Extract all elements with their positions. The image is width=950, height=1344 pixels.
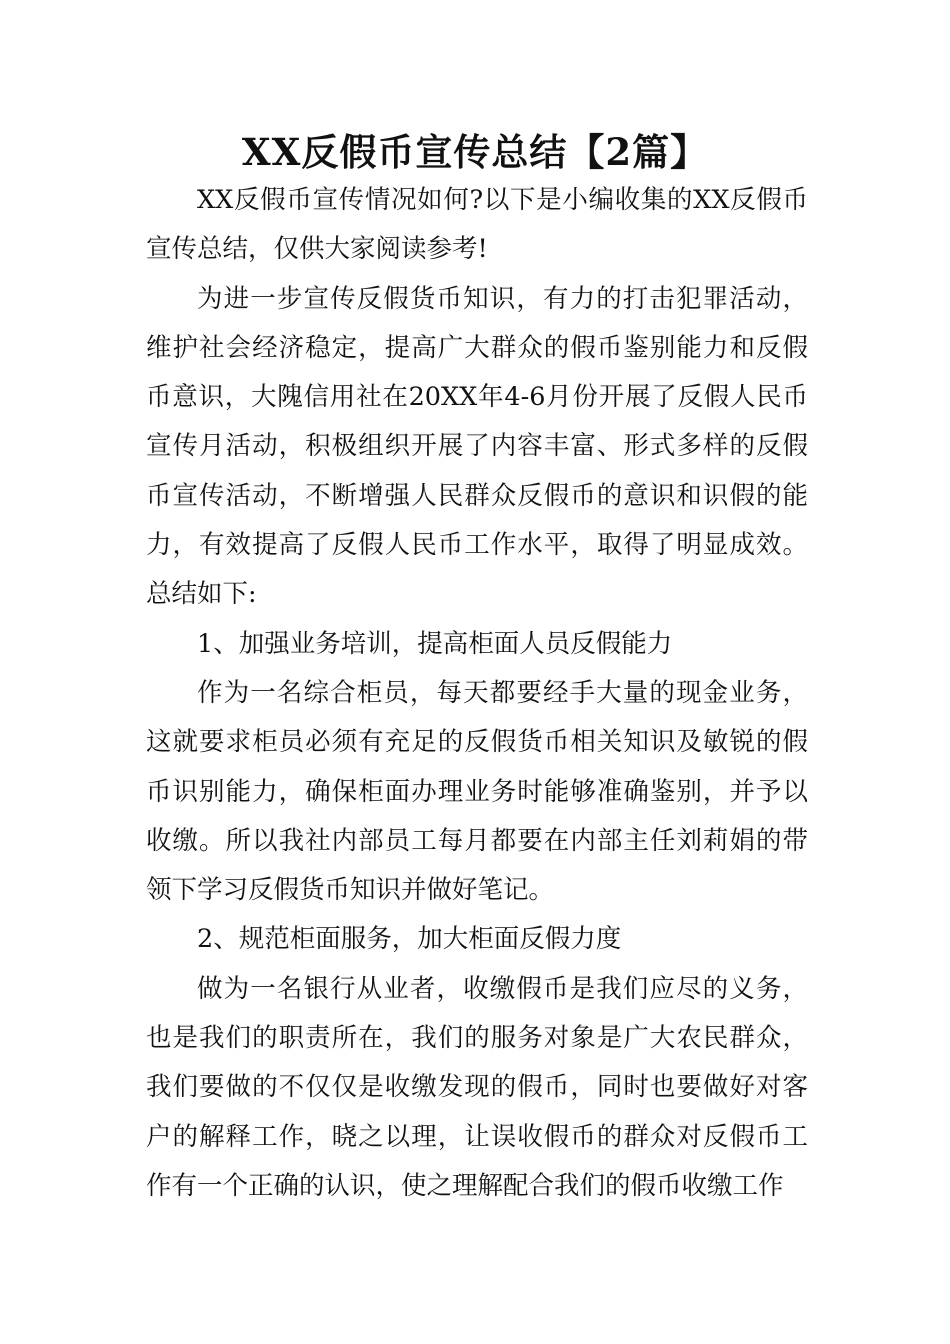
section-heading-2: 2、规范柜面服务，加大柜面反假力度 bbox=[197, 924, 622, 955]
paragraph-summary: 为进一步宣传反假货币知识，有力的打击犯罪活动，维护社会经济稳定，提高广大群众的假币鉴别能力和反假币意识，大隗信用社在20XX年4-6月份开展了反假人民币宣传月活动，积极组织开展了内容丰富、形式多样的反假币宣传活动，不断增强人民群众反假币的意识和识假的能力，有效提高了反假人民币工作水平，取得了明显成效。总结如下: bbox=[146, 283, 808, 610]
section-heading-1: 1、加强业务培训，提高柜面人员反假能力 bbox=[197, 628, 673, 659]
paragraph-intro: XX反假币宣传情况如何?以下是小编收集的XX反假币宣传总结，仅供大家阅读参考! bbox=[146, 185, 808, 265]
document-title: XX反假币宣传总结【2篇】 bbox=[241, 130, 709, 174]
paragraph-service: 做为一名银行从业者，收缴假币是我们应尽的义务，也是我们的职责所在，我们的服务对象是广大农民群众，我们要做的不仅仅是收缴发现的假币，同时也要做好对客户的解释工作，晓之以理，让误收假币的群众对反假币工作有一个正确的认识，使之理解配合我们的假币收缴工作 bbox=[146, 973, 808, 1201]
paragraph-training: 作为一名综合柜员，每天都要经手大量的现金业务，这就要求柜员必须有充足的反假货币相关知识及敏锐的假币识别能力，确保柜面办理业务时能够准确鉴别，并予以收缴。所以我社内部员工每月都要在内部主任刘莉娟的带领下学习反假货币知识并做好笔记。 bbox=[146, 677, 808, 906]
document-body bbox=[146, 176, 808, 1211]
